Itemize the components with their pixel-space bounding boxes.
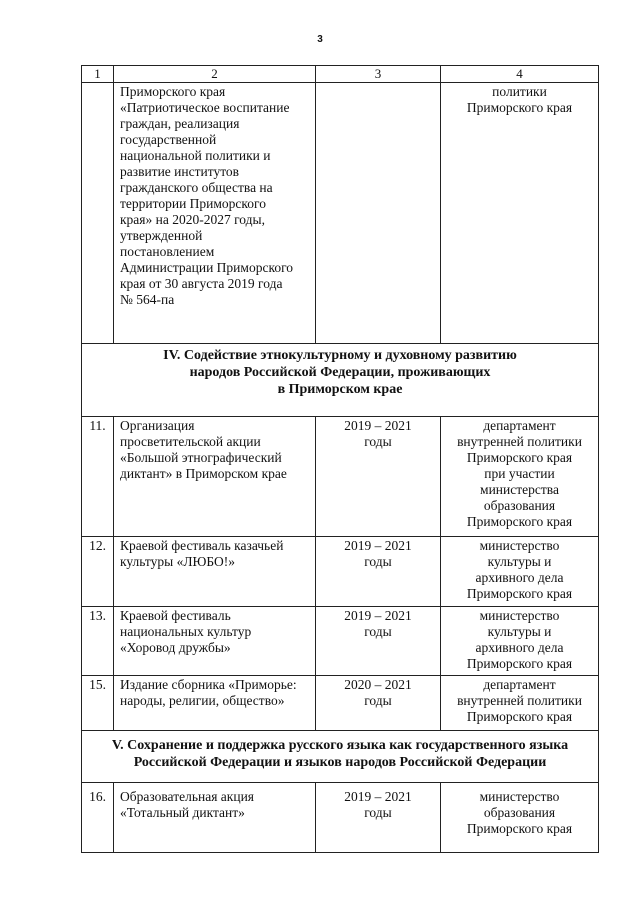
term-line: годы xyxy=(364,554,392,569)
executor-line: архивного дела xyxy=(475,570,564,585)
row-executor-cell xyxy=(441,676,599,731)
executor-line: министерство xyxy=(479,608,560,623)
executor-line: архивного дела xyxy=(475,640,564,655)
name-line: края» на 2020-2027 годы, xyxy=(120,212,265,227)
measures-table xyxy=(81,65,599,853)
name-line: культуры «ЛЮБО!» xyxy=(120,554,236,569)
name-line: гражданского общества на xyxy=(120,180,273,195)
row-term-cell xyxy=(316,417,441,537)
name-line: края от 30 августа 2019 года xyxy=(120,276,283,291)
name-line: Администрации Приморского xyxy=(120,260,294,275)
row-executor-cell xyxy=(441,783,599,853)
executor-line: Приморского края xyxy=(466,821,573,836)
table-header-row xyxy=(82,66,599,83)
executor-line: департамент xyxy=(483,677,556,692)
row-term-cell xyxy=(316,676,441,731)
row-num: 16. xyxy=(82,783,114,853)
executor-line: внутренней политики xyxy=(457,434,582,449)
executor-line: культуры и xyxy=(487,554,552,569)
row-name-cell xyxy=(114,607,316,676)
continuation-row xyxy=(82,83,599,344)
table-row xyxy=(82,537,599,607)
header-col-4: 4 xyxy=(441,66,599,83)
name-line: Образовательная акция xyxy=(120,789,254,804)
term-line: 2019 – 2021 xyxy=(344,418,412,433)
executor-line: культуры и xyxy=(487,624,552,639)
term-line: годы xyxy=(364,624,392,639)
name-line: территории Приморского xyxy=(120,196,266,211)
name-line: постановлением xyxy=(120,244,215,259)
name-line: развитие институтов xyxy=(120,164,240,179)
header-col-2: 2 xyxy=(114,66,316,83)
name-line: Издание сборника «Приморье: xyxy=(120,677,297,692)
section-heading-line: V. Сохранение и поддержка русского языка как государственного языка xyxy=(111,738,569,753)
section-heading-line: в Приморском крае xyxy=(277,382,403,397)
row-name-cell xyxy=(114,676,316,731)
name-line: «Тотальный диктант» xyxy=(120,805,245,820)
row-executor-cell xyxy=(441,417,599,537)
name-line: Краевой фестиваль казачьей xyxy=(120,538,284,553)
name-line: «Большой этнографический xyxy=(120,450,282,465)
name-line: Приморского края xyxy=(120,84,226,99)
executor-line: внутренней политики xyxy=(457,693,582,708)
section-iv-row xyxy=(82,344,599,417)
term-line: 2019 – 2021 xyxy=(344,789,412,804)
term-line: годы xyxy=(364,434,392,449)
term-line: 2019 – 2021 xyxy=(344,538,412,553)
section-heading-line: IV. Содействие этнокультурному и духовному развитию xyxy=(163,348,517,363)
name-line: № 564-па xyxy=(120,292,175,307)
executor-line: Приморского края xyxy=(466,586,573,601)
name-line: государственной xyxy=(120,132,217,147)
continuation-name-cell xyxy=(114,83,316,344)
row-num: 13. xyxy=(82,607,114,676)
executor-line: департамент xyxy=(483,418,556,433)
name-line: национальной политики и xyxy=(120,148,271,163)
row-term-cell xyxy=(316,607,441,676)
row-executor-cell xyxy=(441,607,599,676)
term-line: годы xyxy=(364,805,392,820)
term-line: годы xyxy=(364,693,392,708)
table-row xyxy=(82,417,599,537)
name-line: Организация xyxy=(120,418,195,433)
row-term-cell xyxy=(316,783,441,853)
table-row xyxy=(82,607,599,676)
row-name-cell xyxy=(114,537,316,607)
continuation-executor-cell xyxy=(441,83,599,344)
executor-line: политики xyxy=(492,84,547,99)
section-heading-line: народов Российской Федерации, проживающих xyxy=(189,365,491,380)
section-v-row xyxy=(82,731,599,783)
term-line: 2020 – 2021 xyxy=(344,677,412,692)
row-num: 11. xyxy=(82,417,114,537)
section-heading-line: Российской Федерации и языков народов Российской Федерации xyxy=(133,755,547,770)
section-iv-heading xyxy=(82,344,599,417)
executor-line: Приморского края xyxy=(466,709,573,724)
name-line: народы, религии, общество» xyxy=(120,693,285,708)
row-term-cell xyxy=(316,537,441,607)
executor-line: министерство xyxy=(479,789,560,804)
row-num: 15. xyxy=(82,676,114,731)
term-line: 2019 – 2021 xyxy=(344,608,412,623)
row-name-cell xyxy=(114,783,316,853)
name-line: национальных культур xyxy=(120,624,252,639)
name-line: «Патриотическое воспитание xyxy=(120,100,290,115)
executor-line: образования xyxy=(483,498,556,513)
name-line: Краевой фестиваль xyxy=(120,608,231,623)
header-col-3: 3 xyxy=(316,66,441,83)
executor-line: при участии xyxy=(484,466,555,481)
name-line: диктант» в Приморском крае xyxy=(120,466,287,481)
name-line: просветительской акции xyxy=(120,434,261,449)
row-num: 12. xyxy=(82,537,114,607)
row-executor-cell xyxy=(441,537,599,607)
continuation-term-cell xyxy=(316,83,441,344)
executor-line: министерство xyxy=(479,538,560,553)
header-col-1: 1 xyxy=(82,66,114,83)
table-row xyxy=(82,783,599,853)
executor-line: образования xyxy=(483,805,556,820)
executor-line: Приморского края xyxy=(466,656,573,671)
executor-line: Приморского края xyxy=(466,450,573,465)
continuation-num-cell xyxy=(82,83,114,344)
name-line: «Хоровод дружбы» xyxy=(120,640,231,655)
section-v-heading xyxy=(82,731,599,783)
executor-line: Приморского края xyxy=(466,100,573,115)
name-line: утвержденной xyxy=(120,228,203,243)
executor-line: министерства xyxy=(480,482,559,497)
table-row xyxy=(82,676,599,731)
row-name-cell xyxy=(114,417,316,537)
name-line: граждан, реализация xyxy=(120,116,240,131)
page-number: 3 xyxy=(317,34,323,45)
executor-line: Приморского края xyxy=(466,514,573,529)
